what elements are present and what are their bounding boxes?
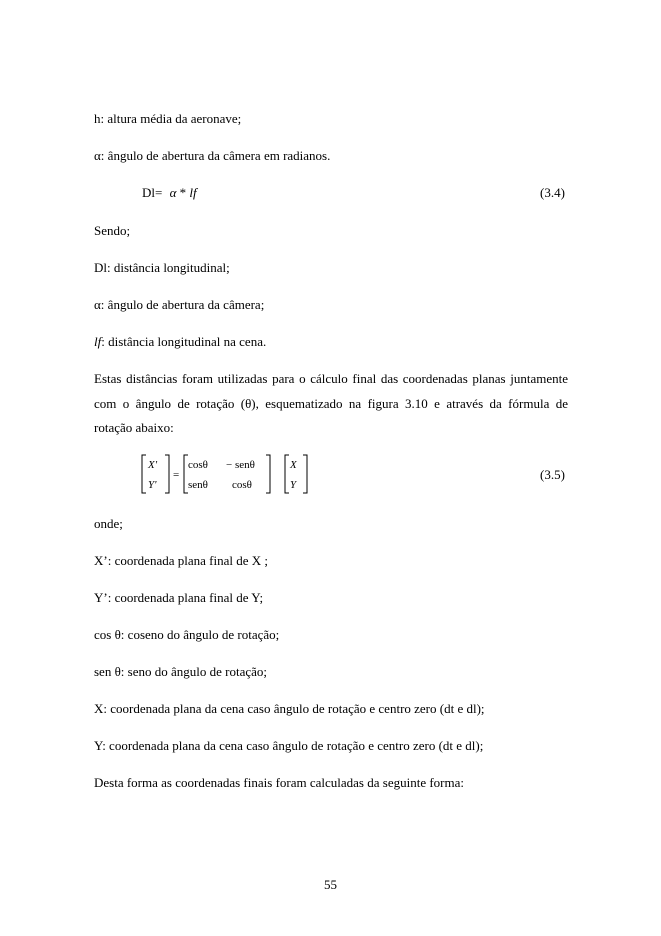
definition-cos: cos θ: coseno do ângulo de rotação; (94, 627, 280, 642)
equation-3-4 (142, 185, 197, 201)
equation-3-5 (140, 453, 320, 495)
vector-x: X (290, 459, 297, 471)
definition-h: h: altura média da aeronave; (94, 111, 242, 126)
paragraph-line-1: Estas distâncias foram utilizadas para o cálculo final das coordenadas planas juntamente (94, 371, 568, 386)
bracket-matrix-close (266, 455, 270, 493)
definition-lf (94, 334, 266, 350)
sendo-label: Sendo; (94, 223, 131, 238)
equation-3-4-lhs: Dl= (142, 185, 163, 200)
closing-sentence: Desta forma as coordenadas finais foram calculadas da seguinte forma: (94, 775, 464, 790)
lf-variable: lf (94, 334, 102, 349)
equation-3-4-operator: * (176, 185, 190, 200)
equation-3-5-number: (3.5) (540, 467, 565, 482)
equation-3-4-alpha: α (169, 185, 177, 200)
page-number: 55 (324, 877, 337, 892)
bracket-left-close (165, 455, 169, 493)
vector-x-prime: X' (148, 459, 158, 471)
definition-dl: Dl: distância longitudinal; (94, 260, 230, 275)
definition-sen: sen θ: seno do ângulo de rotação; (94, 664, 268, 679)
definition-alpha-radians: α: ângulo de abertura da câmera em radianos. (94, 148, 331, 163)
vector-y: Y (290, 479, 297, 491)
definition-y: Y: coordenada plana da cena caso ângulo de rotação e centro zero (dt e dl); (94, 738, 484, 753)
definition-x-prime: X’: coordenada plana final de X ; (94, 553, 268, 568)
matrix-neg-sen: − senθ (226, 459, 255, 471)
vector-y-prime: Y' (148, 479, 157, 491)
definition-x: X: coordenada plana da cena caso ângulo de rotação e centro zero (dt e dl); (94, 701, 485, 716)
lf-description: : distância longitudinal na cena. (101, 334, 267, 349)
definition-y-prime: Y’: coordenada plana final de Y; (94, 590, 264, 605)
bracket-right-close (303, 455, 307, 493)
onde-label: onde; (94, 516, 123, 531)
paragraph-line-2: com o ângulo de rotação (θ), esquematizado na figura 3.10 e através da fórmula de (94, 396, 568, 411)
matrix-cos-1: cosθ (188, 459, 208, 471)
equation-3-4-rhs: lf (189, 185, 197, 200)
bracket-right-open (285, 455, 289, 493)
matrix-sen: senθ (188, 479, 208, 491)
equation-3-4-number: (3.4) (540, 185, 565, 200)
definition-alpha: α: ângulo de abertura da câmera; (94, 297, 265, 312)
matrix-cos-2: cosθ (232, 479, 252, 491)
bracket-left-open (142, 455, 146, 493)
paragraph-line-3: rotação abaixo: (94, 420, 174, 435)
equals-sign: = (173, 469, 180, 481)
